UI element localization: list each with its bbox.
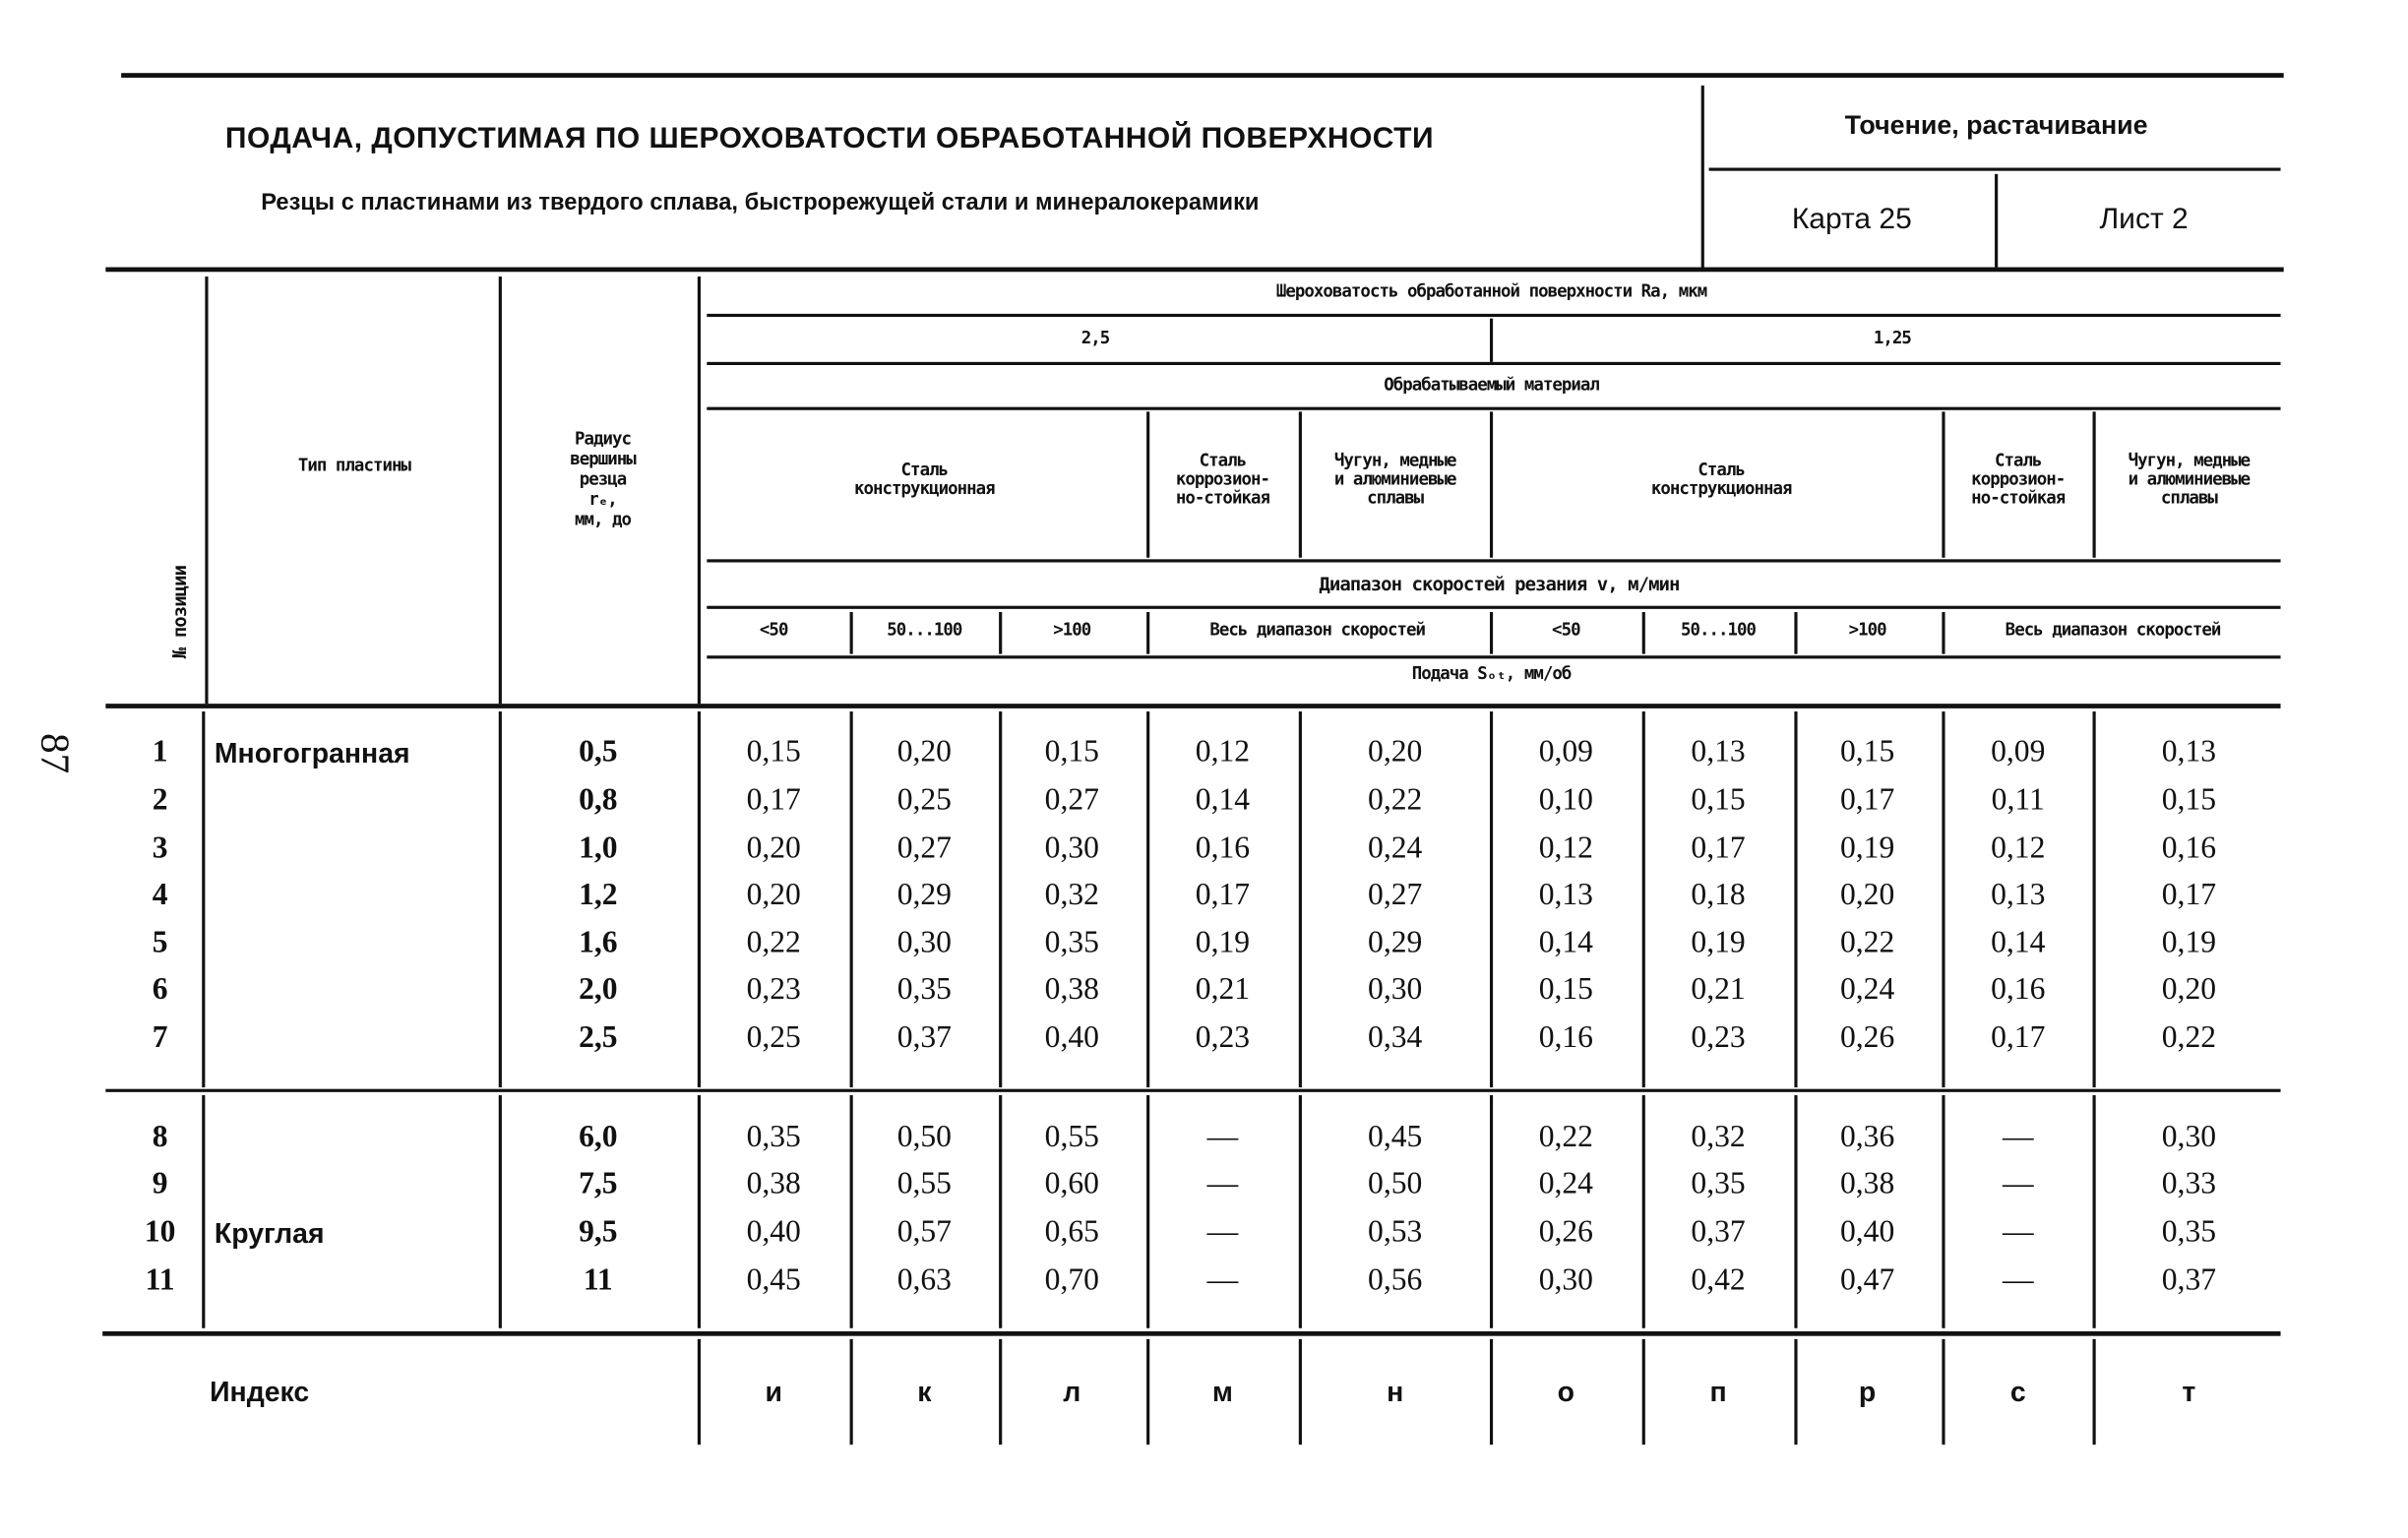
table-cell: 0,26 — [1538, 1214, 1593, 1250]
index-value: к — [917, 1376, 932, 1408]
divider — [1490, 612, 1493, 654]
row-radius: 11 — [583, 1262, 613, 1298]
table-cell: — — [1206, 1120, 1239, 1154]
row-radius: 9,5 — [579, 1214, 618, 1250]
table-cell: 0,35 — [1691, 1166, 1746, 1201]
material-header-line: но-стойкая — [1175, 487, 1269, 509]
table-cell: 0,33 — [2161, 1166, 2217, 1201]
table-cell: — — [1206, 1262, 1239, 1298]
divider — [1146, 411, 1149, 557]
index-value: м — [1211, 1376, 1233, 1408]
table-cell: 0,38 — [1839, 1166, 1895, 1201]
table-cell: 0,40 — [1839, 1214, 1895, 1250]
row-position: 9 — [152, 1166, 168, 1201]
divider — [1642, 1339, 1645, 1445]
plate-type-header: Тип пластины — [297, 455, 410, 476]
divider — [707, 362, 2280, 365]
table-cell: 0,50 — [896, 1120, 952, 1154]
divider — [698, 277, 701, 704]
divider — [105, 704, 2280, 708]
table-cell: 0,12 — [1991, 831, 2046, 866]
table-cell: 0,13 — [1538, 877, 1593, 912]
table-cell: 0,20 — [2161, 972, 2217, 1007]
radius-header-line: вершины — [570, 449, 636, 469]
divider — [2093, 711, 2096, 1087]
table-cell: 0,63 — [896, 1262, 952, 1298]
speed-range: 50...100 — [1681, 619, 1757, 641]
row-radius: 2,5 — [579, 1020, 618, 1055]
table-cell: 0,29 — [1368, 925, 1423, 960]
table-cell: 0,19 — [1839, 831, 1895, 866]
row-radius: 1,2 — [579, 877, 618, 912]
table-cell: 0,22 — [1538, 1120, 1593, 1154]
table-cell: 0,35 — [1044, 925, 1099, 960]
table-cell: — — [2002, 1262, 2034, 1298]
table-cell: 0,20 — [1839, 877, 1895, 912]
divider — [1942, 612, 1945, 654]
divider — [850, 1095, 853, 1328]
divider — [698, 1095, 701, 1328]
ra-value: 1,25 — [1873, 328, 1911, 348]
divider — [1642, 711, 1645, 1087]
table-cell: 0,65 — [1044, 1214, 1099, 1250]
material-header-line: коррозион- — [1175, 468, 1269, 490]
table-cell: 0,30 — [2161, 1120, 2217, 1154]
table-cell: 0,60 — [1044, 1166, 1099, 1201]
divider — [121, 73, 2284, 78]
table-cell: 0,20 — [746, 831, 801, 866]
table-cell: 0,38 — [746, 1166, 801, 1201]
divider — [205, 277, 208, 704]
radius-header-line: rₑ, — [588, 489, 617, 510]
divider — [1794, 612, 1797, 654]
divider — [499, 711, 502, 1087]
table-cell: 0,23 — [1691, 1020, 1746, 1055]
table-cell: 0,27 — [1044, 782, 1099, 818]
table-cell: 0,55 — [1044, 1120, 1099, 1154]
table-cell: 0,40 — [746, 1214, 801, 1250]
table-cell: 0,15 — [2161, 782, 2217, 818]
table-cell: 0,15 — [1538, 972, 1593, 1007]
table-cell: 0,14 — [1538, 925, 1593, 960]
divider — [850, 711, 853, 1087]
divider — [999, 1095, 1002, 1328]
divider — [1299, 411, 1302, 557]
divider — [2093, 411, 2096, 557]
table-cell: 0,16 — [1538, 1020, 1593, 1055]
speed-range: <50 — [759, 619, 788, 641]
divider — [1794, 711, 1797, 1087]
divider — [1995, 174, 1998, 268]
table-cell: 0,30 — [1368, 972, 1423, 1007]
divider — [1146, 1339, 1149, 1445]
divider — [1942, 1095, 1945, 1328]
table-cell: 0,27 — [896, 831, 952, 866]
index-value: н — [1387, 1376, 1404, 1408]
roughness-header: Шероховатость обработанной поверхности Ra, мкм — [1275, 280, 1707, 302]
material-header-line: и алюминиевые — [1333, 468, 1456, 490]
table-cell: 0,37 — [896, 1020, 952, 1055]
table-cell: 0,32 — [1044, 877, 1099, 912]
table-cell: 0,53 — [1368, 1214, 1423, 1250]
page-title: ПОДАЧА, ДОПУСТИМАЯ ПО ШЕРОХОВАТОСТИ ОБРАБОТАННОЙ ПОВЕРХНОСТИ — [224, 122, 1435, 155]
divider — [1490, 1095, 1493, 1328]
row-position: 4 — [152, 877, 168, 912]
material-header-line: сплавы — [1367, 487, 1424, 509]
row-position: 11 — [145, 1262, 175, 1298]
table-cell: 0,26 — [1839, 1020, 1895, 1055]
divider — [850, 1339, 853, 1445]
material-header: Обрабатываемый материал — [1384, 374, 1599, 395]
table-cell: 0,25 — [896, 782, 952, 818]
divider — [1299, 1095, 1302, 1328]
table-cell: 0,35 — [896, 972, 952, 1007]
table-cell: 0,15 — [1839, 734, 1895, 769]
table-cell: 0,21 — [1691, 972, 1746, 1007]
divider — [1299, 711, 1302, 1087]
index-value: т — [2182, 1376, 2196, 1408]
table-cell: 0,57 — [896, 1214, 952, 1250]
divider — [698, 1339, 701, 1445]
table-cell: 0,70 — [1044, 1262, 1099, 1298]
speed-range: >100 — [1848, 619, 1886, 641]
divider — [2093, 1095, 2096, 1328]
row-plate-type: Круглая — [214, 1217, 325, 1250]
table-cell: 0,19 — [2161, 925, 2217, 960]
table-cell: 0,15 — [746, 734, 801, 769]
radius-header-line: мм, до — [575, 509, 632, 530]
table-cell: 0,55 — [896, 1166, 952, 1201]
material-header-line: конструкционная — [854, 478, 995, 499]
index-value: л — [1063, 1376, 1081, 1408]
table-cell: 0,29 — [896, 877, 952, 912]
table-cell: 0,20 — [1368, 734, 1423, 769]
material-header-line: коррозион- — [1971, 468, 2066, 490]
divider — [698, 711, 701, 1087]
table-cell: 0,25 — [746, 1020, 801, 1055]
index-label: Индекс — [210, 1376, 310, 1408]
table-cell: 0,11 — [1991, 782, 2045, 818]
divider — [850, 612, 853, 654]
table-cell: 0,45 — [746, 1262, 801, 1298]
table-cell: 0,12 — [1538, 831, 1593, 866]
table-cell: 0,50 — [1368, 1166, 1423, 1201]
row-position: 1 — [152, 734, 168, 769]
divider — [499, 1095, 502, 1328]
table-cell: 0,24 — [1538, 1166, 1593, 1201]
table-cell: — — [2002, 1166, 2034, 1201]
divider — [707, 407, 2280, 410]
table-cell: 0,24 — [1839, 972, 1895, 1007]
table-cell: 0,22 — [2161, 1020, 2217, 1055]
material-header-line: конструкционная — [1650, 478, 1792, 499]
speed-range-header: Диапазон скоростей резания v, м/мин — [1319, 573, 1680, 595]
divider — [707, 655, 2280, 658]
radius-header-line: резца — [579, 468, 627, 490]
table-cell: 0,13 — [1991, 877, 2046, 912]
table-cell: 0,14 — [1195, 782, 1251, 818]
table-cell: 0,56 — [1368, 1262, 1423, 1298]
row-radius: 0,5 — [579, 734, 618, 769]
divider — [105, 1089, 2280, 1092]
divider — [999, 1339, 1002, 1445]
table-cell: 0,17 — [1991, 1020, 2046, 1055]
divider — [1794, 1339, 1797, 1445]
table-cell: 0,35 — [2161, 1214, 2217, 1250]
table-cell: 0,45 — [1368, 1120, 1423, 1154]
table-cell: 0,20 — [896, 734, 952, 769]
speed-range: >100 — [1053, 619, 1091, 641]
table-cell: 0,13 — [1691, 734, 1746, 769]
divider — [1701, 86, 1704, 269]
table-cell: 0,09 — [1538, 734, 1593, 769]
divider — [707, 314, 2280, 317]
divider — [1299, 1339, 1302, 1445]
radius-header-line: Радиус — [575, 428, 632, 450]
row-position: 10 — [144, 1214, 176, 1250]
row-position: 7 — [152, 1020, 168, 1055]
divider — [1146, 711, 1149, 1087]
material-header-line: Чугун, медные — [2128, 450, 2251, 471]
material-header-line: и алюминиевые — [2128, 468, 2251, 490]
row-position: 8 — [152, 1120, 168, 1154]
card-number: Карта 25 — [1791, 203, 1912, 236]
divider — [102, 1331, 2280, 1336]
index-value: и — [765, 1376, 782, 1408]
divider — [707, 559, 2280, 562]
index-value: п — [1709, 1376, 1727, 1408]
table-cell: 0,17 — [746, 782, 801, 818]
table-cell: 0,18 — [1691, 877, 1746, 912]
divider — [1146, 612, 1149, 654]
divider — [1490, 411, 1493, 557]
table-cell: 0,37 — [1691, 1214, 1746, 1250]
speed-range: Весь диапазон скоростей — [1209, 619, 1426, 641]
speed-range: Весь диапазон скоростей — [2005, 619, 2221, 641]
table-cell: — — [2002, 1214, 2034, 1250]
row-position: 5 — [152, 925, 168, 960]
table-cell: 0,42 — [1691, 1262, 1746, 1298]
table-cell: 0,13 — [2161, 734, 2217, 769]
divider — [105, 268, 2283, 273]
table-cell: 0,30 — [896, 925, 952, 960]
row-radius: 1,6 — [579, 925, 618, 960]
table-cell: — — [1206, 1214, 1239, 1250]
page-number: 87 — [32, 733, 78, 774]
index-value: с — [2009, 1376, 2026, 1408]
table-cell: 0,17 — [1691, 831, 1746, 866]
material-header-line: сплавы — [2160, 487, 2217, 509]
table-cell: 0,38 — [1044, 972, 1099, 1007]
table-cell: 0,16 — [2161, 831, 2217, 866]
table-cell: 0,30 — [1538, 1262, 1593, 1298]
feed-header: Подача Sₒₜ, мм/об — [1411, 663, 1572, 684]
ra-value: 2,5 — [1081, 328, 1110, 348]
divider — [1490, 1339, 1493, 1445]
table-cell: 0,19 — [1691, 925, 1746, 960]
table-cell: 0,22 — [1368, 782, 1423, 818]
row-position: 6 — [152, 972, 168, 1007]
divider — [1709, 167, 2281, 170]
divider — [1642, 612, 1645, 654]
table-cell: 0,23 — [746, 972, 801, 1007]
table-cell: 0,47 — [1839, 1262, 1895, 1298]
sheet-number: Лист 2 — [2099, 203, 2189, 236]
position-header: № позиции — [168, 565, 191, 659]
table-cell: 0,19 — [1195, 925, 1251, 960]
material-header-line: Чугун, медные — [1333, 450, 1456, 471]
index-value: о — [1557, 1376, 1575, 1408]
divider — [1794, 1095, 1797, 1328]
divider — [202, 1095, 205, 1328]
row-position: 3 — [152, 831, 168, 866]
material-header-line: Сталь — [1199, 450, 1247, 471]
divider — [1942, 1339, 1945, 1445]
table-cell: — — [2002, 1120, 2034, 1154]
table-cell: 0,23 — [1195, 1020, 1251, 1055]
table-cell: 0,35 — [746, 1120, 801, 1154]
table-cell: 0,17 — [2161, 877, 2217, 912]
page-subtitle: Резцы с пластинами из твердого сплава, быстрорежущей стали и минералокерамики — [261, 189, 1260, 216]
table-cell: 0,22 — [746, 925, 801, 960]
divider — [1942, 711, 1945, 1087]
divider — [999, 711, 1002, 1087]
speed-range: 50...100 — [887, 619, 962, 641]
table-cell: 0,09 — [1991, 734, 2046, 769]
table-cell: 0,15 — [1044, 734, 1099, 769]
row-position: 2 — [152, 782, 168, 818]
row-radius: 0,8 — [579, 782, 618, 818]
material-header-line: Сталь — [1994, 450, 2042, 471]
table-cell: 0,21 — [1195, 972, 1251, 1007]
row-plate-type: Многогранная — [214, 737, 410, 769]
material-header-line: Сталь — [1698, 460, 1745, 480]
row-radius: 7,5 — [579, 1166, 618, 1201]
table-cell: 0,12 — [1195, 734, 1251, 769]
table-cell: 0,17 — [1839, 782, 1895, 818]
table-cell: 0,34 — [1368, 1020, 1423, 1055]
table-cell: 0,16 — [1991, 972, 2046, 1007]
table-cell: 0,24 — [1368, 831, 1423, 866]
table-cell: 0,40 — [1044, 1020, 1099, 1055]
speed-range: <50 — [1552, 619, 1580, 641]
table-cell: 0,30 — [1044, 831, 1099, 866]
divider — [999, 612, 1002, 654]
divider — [202, 711, 205, 1087]
table-cell: 0,32 — [1691, 1120, 1746, 1154]
operation-label: Точение, растачивание — [1844, 110, 2148, 141]
table-cell: 0,22 — [1839, 925, 1895, 960]
table-cell: 0,14 — [1991, 925, 2046, 960]
row-radius: 6,0 — [579, 1120, 618, 1154]
divider — [2093, 1339, 2096, 1445]
row-radius: 2,0 — [579, 972, 618, 1007]
divider — [499, 277, 502, 704]
table-cell: 0,10 — [1538, 782, 1593, 818]
table-cell: 0,36 — [1839, 1120, 1895, 1154]
table-cell: 0,15 — [1691, 782, 1746, 818]
row-radius: 1,0 — [579, 831, 618, 866]
divider — [1942, 411, 1945, 557]
material-header-line: но-стойкая — [1971, 487, 2066, 509]
table-cell: 0,20 — [746, 877, 801, 912]
divider — [1642, 1095, 1645, 1328]
index-value: р — [1858, 1376, 1877, 1408]
divider — [707, 606, 2280, 609]
divider — [1490, 319, 1493, 362]
table-cell: 0,27 — [1368, 877, 1423, 912]
table-cell: 0,37 — [2161, 1262, 2217, 1298]
material-header-line: Сталь — [900, 460, 949, 480]
divider — [1490, 711, 1493, 1087]
table-cell: — — [1206, 1166, 1239, 1201]
divider — [1146, 1095, 1149, 1328]
table-cell: 0,16 — [1195, 831, 1251, 866]
table-cell: 0,17 — [1195, 877, 1251, 912]
